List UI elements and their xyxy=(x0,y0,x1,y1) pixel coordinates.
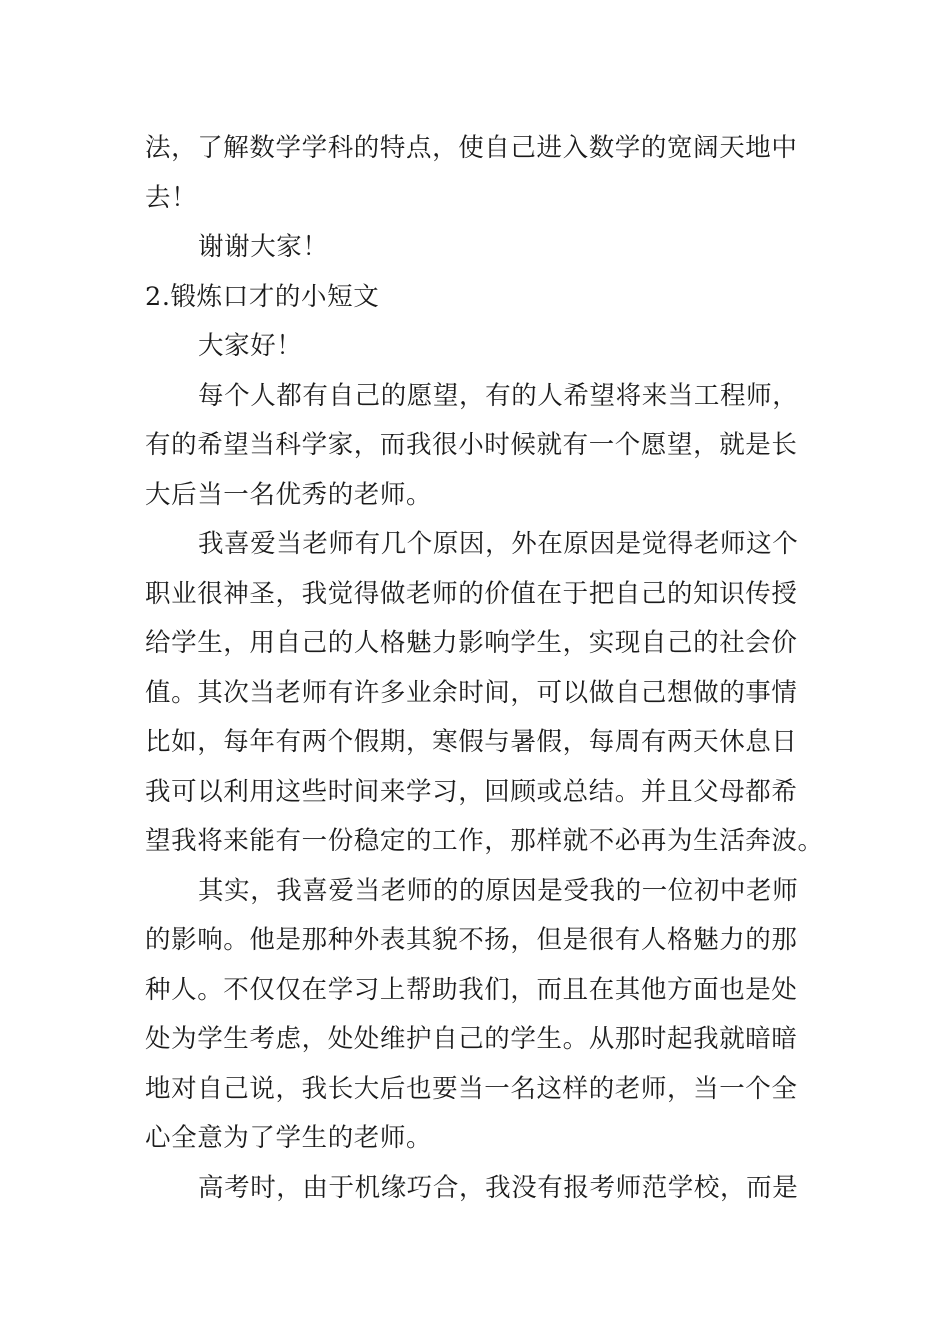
text-line: 地对自己说，我长大后也要当一名这样的老师，当一个全 xyxy=(145,1073,798,1104)
text-line: 谢谢大家！ xyxy=(198,232,329,262)
section-heading: 2.锻炼口才的小短文 xyxy=(145,281,380,312)
text-line: 大家好！ xyxy=(198,331,303,361)
text-line: 比如，每年有两个假期，寒假与暑假，每周有两天休息日 xyxy=(145,727,798,757)
text-line: 望我将来能有一份稳定的工作，那样就不必再为生活奔波。 xyxy=(145,826,824,856)
text-line: 去！ xyxy=(145,182,198,213)
text-line: 大后当一名优秀的老师。 xyxy=(145,479,433,510)
text-line: 给学生，用自己的人格魅力影响学生，实现自己的社会价 xyxy=(145,628,798,658)
text-line: 种人。不仅仅在学习上帮助我们，而且在其他方面也是处 xyxy=(145,974,798,1005)
text-line: 我喜爱当老师有几个原因，外在原因是觉得老师这个 xyxy=(198,529,799,559)
text-line: 有的希望当科学家，而我很小时候就有一个愿望，就是长 xyxy=(145,430,798,460)
text-line: 法，了解数学学科的特点，使自己进入数学的宽阔天地中 xyxy=(145,133,798,163)
text-line: 其实，我喜爱当老师的的原因是受我的一位初中老师 xyxy=(198,875,799,906)
text-line: 我可以利用这些时间来学习，回顾或总结。并且父母都希 xyxy=(145,776,798,807)
text-line: 值。其次当老师有许多业余时间，可以做自己想做的事情 xyxy=(145,677,798,708)
text-line: 高考时，由于机缘巧合，我没有报考师范学校，而是 xyxy=(198,1172,799,1203)
text-line: 每个人都有自己的愿望，有的人希望将来当工程师， xyxy=(198,380,799,411)
text-line: 职业很神圣，我觉得做老师的价值在于把自己的知识传授 xyxy=(145,578,798,609)
text-line: 的影响。他是那种外表其貌不扬，但是很有人格魅力的那 xyxy=(145,925,798,955)
text-line: 心全意为了学生的老师。 xyxy=(145,1123,433,1153)
document-body xyxy=(145,124,824,1213)
text-line: 处为学生考虑，处处维护自己的学生。从那时起我就暗暗 xyxy=(145,1024,798,1054)
